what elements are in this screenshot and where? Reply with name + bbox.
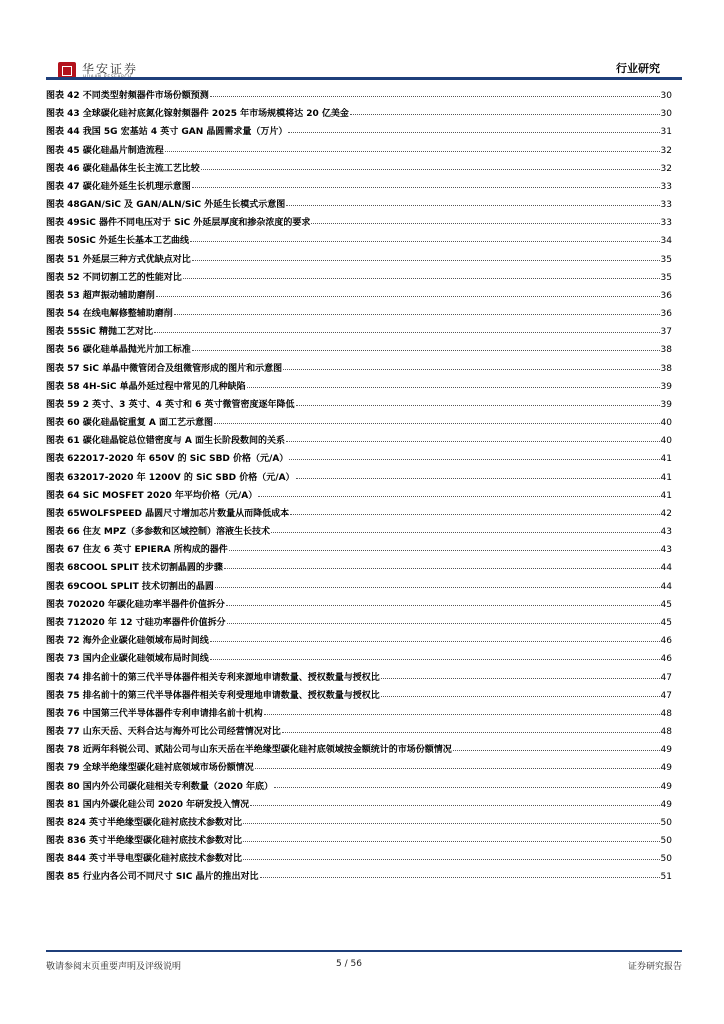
toc-entry-title: 图表 85 行业内各公司不同尺寸 SIC 晶片的推出对比 [46,872,259,883]
toc-entry-page: 34 [660,236,672,247]
toc-leader-dots [258,487,659,497]
toc-leader-dots [296,469,660,479]
toc-entry-title: 图表 622017-2020 年 650V 的 SiC SBD 价格（元/A） [46,454,289,465]
toc-entry-title: 图表 61 碳化硅晶锭总位错密度与 A 面生长阶段数间的关系 [46,436,286,447]
toc-entry-title: 图表 67 住友 6 英寸 EPIERA 所构成的器件 [46,545,228,556]
toc-entry-title: 图表 52 不同切割工艺的性能对比 [46,272,182,283]
toc-entry-title: 图表 824 英寸半绝缘型碳化硅衬底技术参数对比 [46,817,243,828]
toc-entry-title: 图表 702020 年碳化硅功率半器件价值拆分 [46,599,225,610]
toc-leader-dots [210,632,660,642]
toc-entry-page: 38 [660,363,672,374]
toc-entry-page: 47 [660,672,672,683]
toc-entry-title: 图表 42 不同类型射频器件市场份额预测 [46,91,209,101]
toc-entry[interactable] [46,488,672,506]
toc-entry-page: 40 [660,418,672,429]
toc-entry[interactable] [46,252,672,270]
toc-entry-page: 42 [660,508,672,519]
footer-report-label: 证券研究报告 [627,962,682,972]
toc-leader-dots [243,850,659,860]
toc-entry-title: 图表 64 SiC MOSFET 2020 年平均价格（元/A） [46,490,258,501]
toc-entry[interactable] [46,542,672,560]
toc-entry-page: 41 [660,490,672,501]
toc-entry-page: 45 [660,617,672,628]
toc-entry[interactable] [46,197,672,215]
toc-entry-title: 图表 73 国内企业碳化硅领域布局时间线 [46,654,209,665]
toc-leader-dots [192,251,660,261]
toc-entry[interactable] [46,470,672,488]
toc-leader-dots [381,687,660,697]
toc-entry-page: 41 [660,454,672,465]
toc-entry-page: 45 [660,599,672,610]
toc-entry-page: 41 [660,472,672,483]
toc-entry-title: 图表 57 SiC 单晶中微管闭合及组微管形成的图片和示意图 [46,363,283,374]
toc-entry-title: 图表 74 排名前十的第三代半导体器件相关专利来源地申请数量、授权数量与授权比 [46,672,380,683]
toc-entry-page: 31 [660,127,672,138]
toc-leader-dots [286,196,659,206]
toc-leader-dots [453,741,660,751]
toc-entry[interactable] [46,288,672,306]
toc-entry-page: 47 [660,690,672,701]
toc-entry[interactable] [46,233,672,251]
toc-entry-page: 33 [660,181,672,192]
toc-entry[interactable] [46,869,672,887]
toc-entry-page: 44 [660,581,672,592]
footer-divider [46,950,682,952]
toc-leader-dots [311,214,659,224]
toc-entry-page: 33 [660,218,672,229]
toc-entry-page: 48 [660,708,672,719]
logo-name: 华安证券 [82,62,139,76]
toc-leader-dots [174,305,660,315]
toc-leader-dots [183,269,660,279]
toc-leader-dots [165,142,660,152]
toc-entry[interactable] [46,415,672,433]
toc-leader-dots [192,178,660,188]
toc-leader-dots [296,396,660,406]
toc-entry-page: 49 [660,799,672,810]
toc-leader-dots [192,341,660,351]
toc-entry-title: 图表 79 全球半绝缘型碳化硅衬底领域市场份额情况 [46,763,254,774]
toc-entry-title: 图表 54 在线电解修整辅助磨削 [46,309,173,320]
toc-entry[interactable] [46,597,672,615]
toc-entry-page: 39 [660,399,672,410]
toc-leader-dots [224,559,660,569]
toc-leader-dots [290,505,659,515]
toc-entry-page: 32 [660,163,672,174]
toc-entry-title: 图表 68COOL SPLIT 技术切割晶圆的步骤 [46,563,223,574]
toc-entry[interactable] [46,179,672,197]
toc-entry[interactable] [46,651,672,669]
toc-entry-page: 43 [660,527,672,538]
toc-leader-dots [243,814,659,824]
toc-entry-page: 50 [660,854,672,865]
toc-entry[interactable] [46,742,672,760]
toc-entry-page: 30 [660,109,672,120]
toc-entry-page: 51 [660,872,672,883]
toc-entry[interactable] [46,560,672,578]
toc-entry-title: 图表 48GAN/SiC 及 GAN/ALN/SiC 外延生长模式示意图 [46,200,286,211]
toc-entry-page: 46 [660,654,672,665]
toc-entry-page: 33 [660,200,672,211]
toc-entry-page: 44 [660,563,672,574]
toc-entry[interactable] [46,633,672,651]
toc-entry-title: 图表 81 国内外碳化硅公司 2020 年研发投入情况 [46,799,250,810]
toc-entry[interactable] [46,306,672,324]
toc-entry-title: 图表 72 海外企业碳化硅领域布局时间线 [46,636,209,647]
toc-leader-dots [154,323,660,333]
toc-entry-title: 图表 59 2 英寸、3 英寸、4 英寸和 6 英寸微管密度逐年降低 [46,399,295,410]
toc-leader-dots [350,105,660,115]
toc-entry-page: 36 [660,290,672,301]
toc-entry[interactable] [46,342,672,360]
toc-leader-dots [190,232,660,242]
toc-entry-page: 49 [660,745,672,756]
toc-entry-title: 图表 58 4H-SiC 单晶外延过程中常见的几种缺陷 [46,381,246,392]
toc-entry-page: 49 [660,781,672,792]
toc-leader-dots [274,778,660,788]
toc-leader-dots [227,614,660,624]
toc-entry[interactable] [46,215,672,233]
toc-leader-dots [260,868,660,878]
toc-entry-page: 38 [660,345,672,356]
toc-entry[interactable] [46,724,672,742]
toc-leader-dots [229,541,660,551]
toc-entry[interactable] [46,797,672,815]
toc-leader-dots [255,759,660,769]
toc-entry[interactable] [46,706,672,724]
toc-leader-dots [226,596,660,606]
toc-entry-title: 图表 46 碳化硅晶体生长主流工艺比较 [46,163,200,174]
toc-entry[interactable] [46,106,672,124]
toc-entry-title: 图表 45 碳化硅晶片制造流程 [46,145,164,156]
toc-entry-page: 32 [660,145,672,156]
toc-entry[interactable] [46,124,672,142]
toc-entry-title: 图表 69COOL SPLIT 技术切割出的晶圆 [46,581,214,592]
report-type: 行业研究 [616,62,660,75]
toc-entry-page: 40 [660,436,672,447]
toc-entry-page: 46 [660,636,672,647]
toc-entry-title: 图表 60 碳化硅晶锭重复 A 面工艺示意图 [46,418,214,429]
toc-entry-page: 37 [660,327,672,338]
toc-entry-page: 36 [660,309,672,320]
toc-entry[interactable] [46,851,672,869]
toc-entry-title: 图表 56 碳化硅单晶抛光片加工标准 [46,345,191,356]
toc-entry-title: 图表 43 全球碳化硅衬底氮化镓射频器件 2025 年市场规模将达 20 亿美金 [46,109,349,120]
toc-entry-title: 图表 78 近两年科锐公司、贰陆公司与山东天岳在半绝缘型碳化硅衬底领域按金额统计的市场份额情况 [46,745,452,756]
toc-entry[interactable] [46,615,672,633]
page-number: 5 / 56 [336,959,362,969]
toc-leader-dots [156,287,660,297]
toc-entry-title: 图表 44 我国 5G 宏基站 4 英寸 GAN 晶圆需求量（万片） [46,127,288,138]
toc-entry[interactable] [46,524,672,542]
toc-leader-dots [210,650,660,660]
toc-entry-page: 39 [660,381,672,392]
toc-entry[interactable] [46,833,672,851]
toc-leader-dots [282,723,660,733]
toc-entry-page: 35 [660,272,672,283]
toc-entry[interactable] [46,815,672,833]
toc-entry-title: 图表 75 排名前十的第三代半导体器件相关专利受理地申请数量、授权数量与授权比 [46,690,380,701]
toc-leader-dots [210,87,660,97]
toc-leader-dots [381,669,660,679]
toc-entry-title: 图表 50SiC 外延生长基本工艺曲线 [46,236,189,247]
toc-leader-dots [271,523,660,533]
toc-leader-dots [243,832,659,842]
toc-entry-title: 图表 632017-2020 年 1200V 的 SiC SBD 价格（元/A） [46,472,295,483]
toc-entry-title: 图表 55SiC 精抛工艺对比 [46,327,153,338]
toc-entry-page: 50 [660,836,672,847]
toc-entry-title: 图表 76 中国第三代半导体器件专利申请排名前十机构 [46,708,263,719]
toc-entry[interactable] [46,506,672,524]
toc-entry-title: 图表 51 外延层三种方式优缺点对比 [46,254,191,265]
toc-entry[interactable] [46,779,672,797]
toc-entry[interactable] [46,397,672,415]
toc-leader-dots [201,160,660,170]
toc-entry[interactable] [46,161,672,179]
toc-entry-page: 35 [660,254,672,265]
toc-entry[interactable] [46,324,672,342]
toc-entry-page: 43 [660,545,672,556]
toc-entry[interactable] [46,270,672,288]
toc-entry-title: 图表 65WOLFSPEED 晶圆尺寸增加芯片数量从而降低成本 [46,508,290,519]
toc-entry-title: 图表 77 山东天岳、天科合达与海外可比公司经营情况对比 [46,727,281,738]
toc-entry-title: 图表 66 住友 MPZ（多参数和区域控制）溶液生长技术 [46,527,271,538]
toc-leader-dots [250,796,659,806]
toc-entry-title: 图表 53 超声振动辅助磨削 [46,290,155,301]
toc-entry[interactable] [46,670,672,688]
page-footer [46,950,682,980]
toc-entry-title: 图表 712020 年 12 寸硅功率器件价值拆分 [46,617,226,628]
table-of-figures [46,88,672,888]
toc-leader-dots [215,578,660,588]
toc-entry[interactable] [46,760,672,778]
toc-entry-title: 图表 80 国内外公司碳化硅相关专利数量（2020 年底） [46,781,273,792]
toc-leader-dots [214,414,660,424]
toc-entry[interactable] [46,361,672,379]
toc-entry-title: 图表 47 碳化硅外延生长机理示意图 [46,181,191,192]
toc-entry-page: 49 [660,763,672,774]
toc-entry-title: 图表 49SiC 器件不同电压对于 SiC 外延层厚度和掺杂浓度的要求 [46,218,311,229]
toc-entry[interactable] [46,143,672,161]
toc-entry[interactable] [46,688,672,706]
page-header [46,55,682,85]
toc-entry[interactable] [46,451,672,469]
toc-entry-title: 图表 836 英寸半绝缘型碳化硅衬底技术参数对比 [46,836,243,847]
toc-entry-page: 50 [660,817,672,828]
toc-leader-dots [288,123,659,133]
toc-leader-dots [247,378,660,388]
footer-disclaimer[interactable]: 敬请参阅末页重要声明及评级说明 [46,962,182,972]
toc-leader-dots [286,432,660,442]
toc-entry-title: 图表 844 英寸半导电型碳化硅衬底技术参数对比 [46,854,243,865]
toc-entry[interactable] [46,433,672,451]
toc-entry-page: 30 [660,91,672,101]
toc-entry-page: 48 [660,727,672,738]
toc-entry[interactable] [46,579,672,597]
toc-leader-dots [289,450,659,460]
toc-leader-dots [264,705,660,715]
header-divider [46,77,682,80]
toc-entry[interactable] [46,88,672,106]
toc-leader-dots [283,360,659,370]
toc-entry[interactable] [46,379,672,397]
